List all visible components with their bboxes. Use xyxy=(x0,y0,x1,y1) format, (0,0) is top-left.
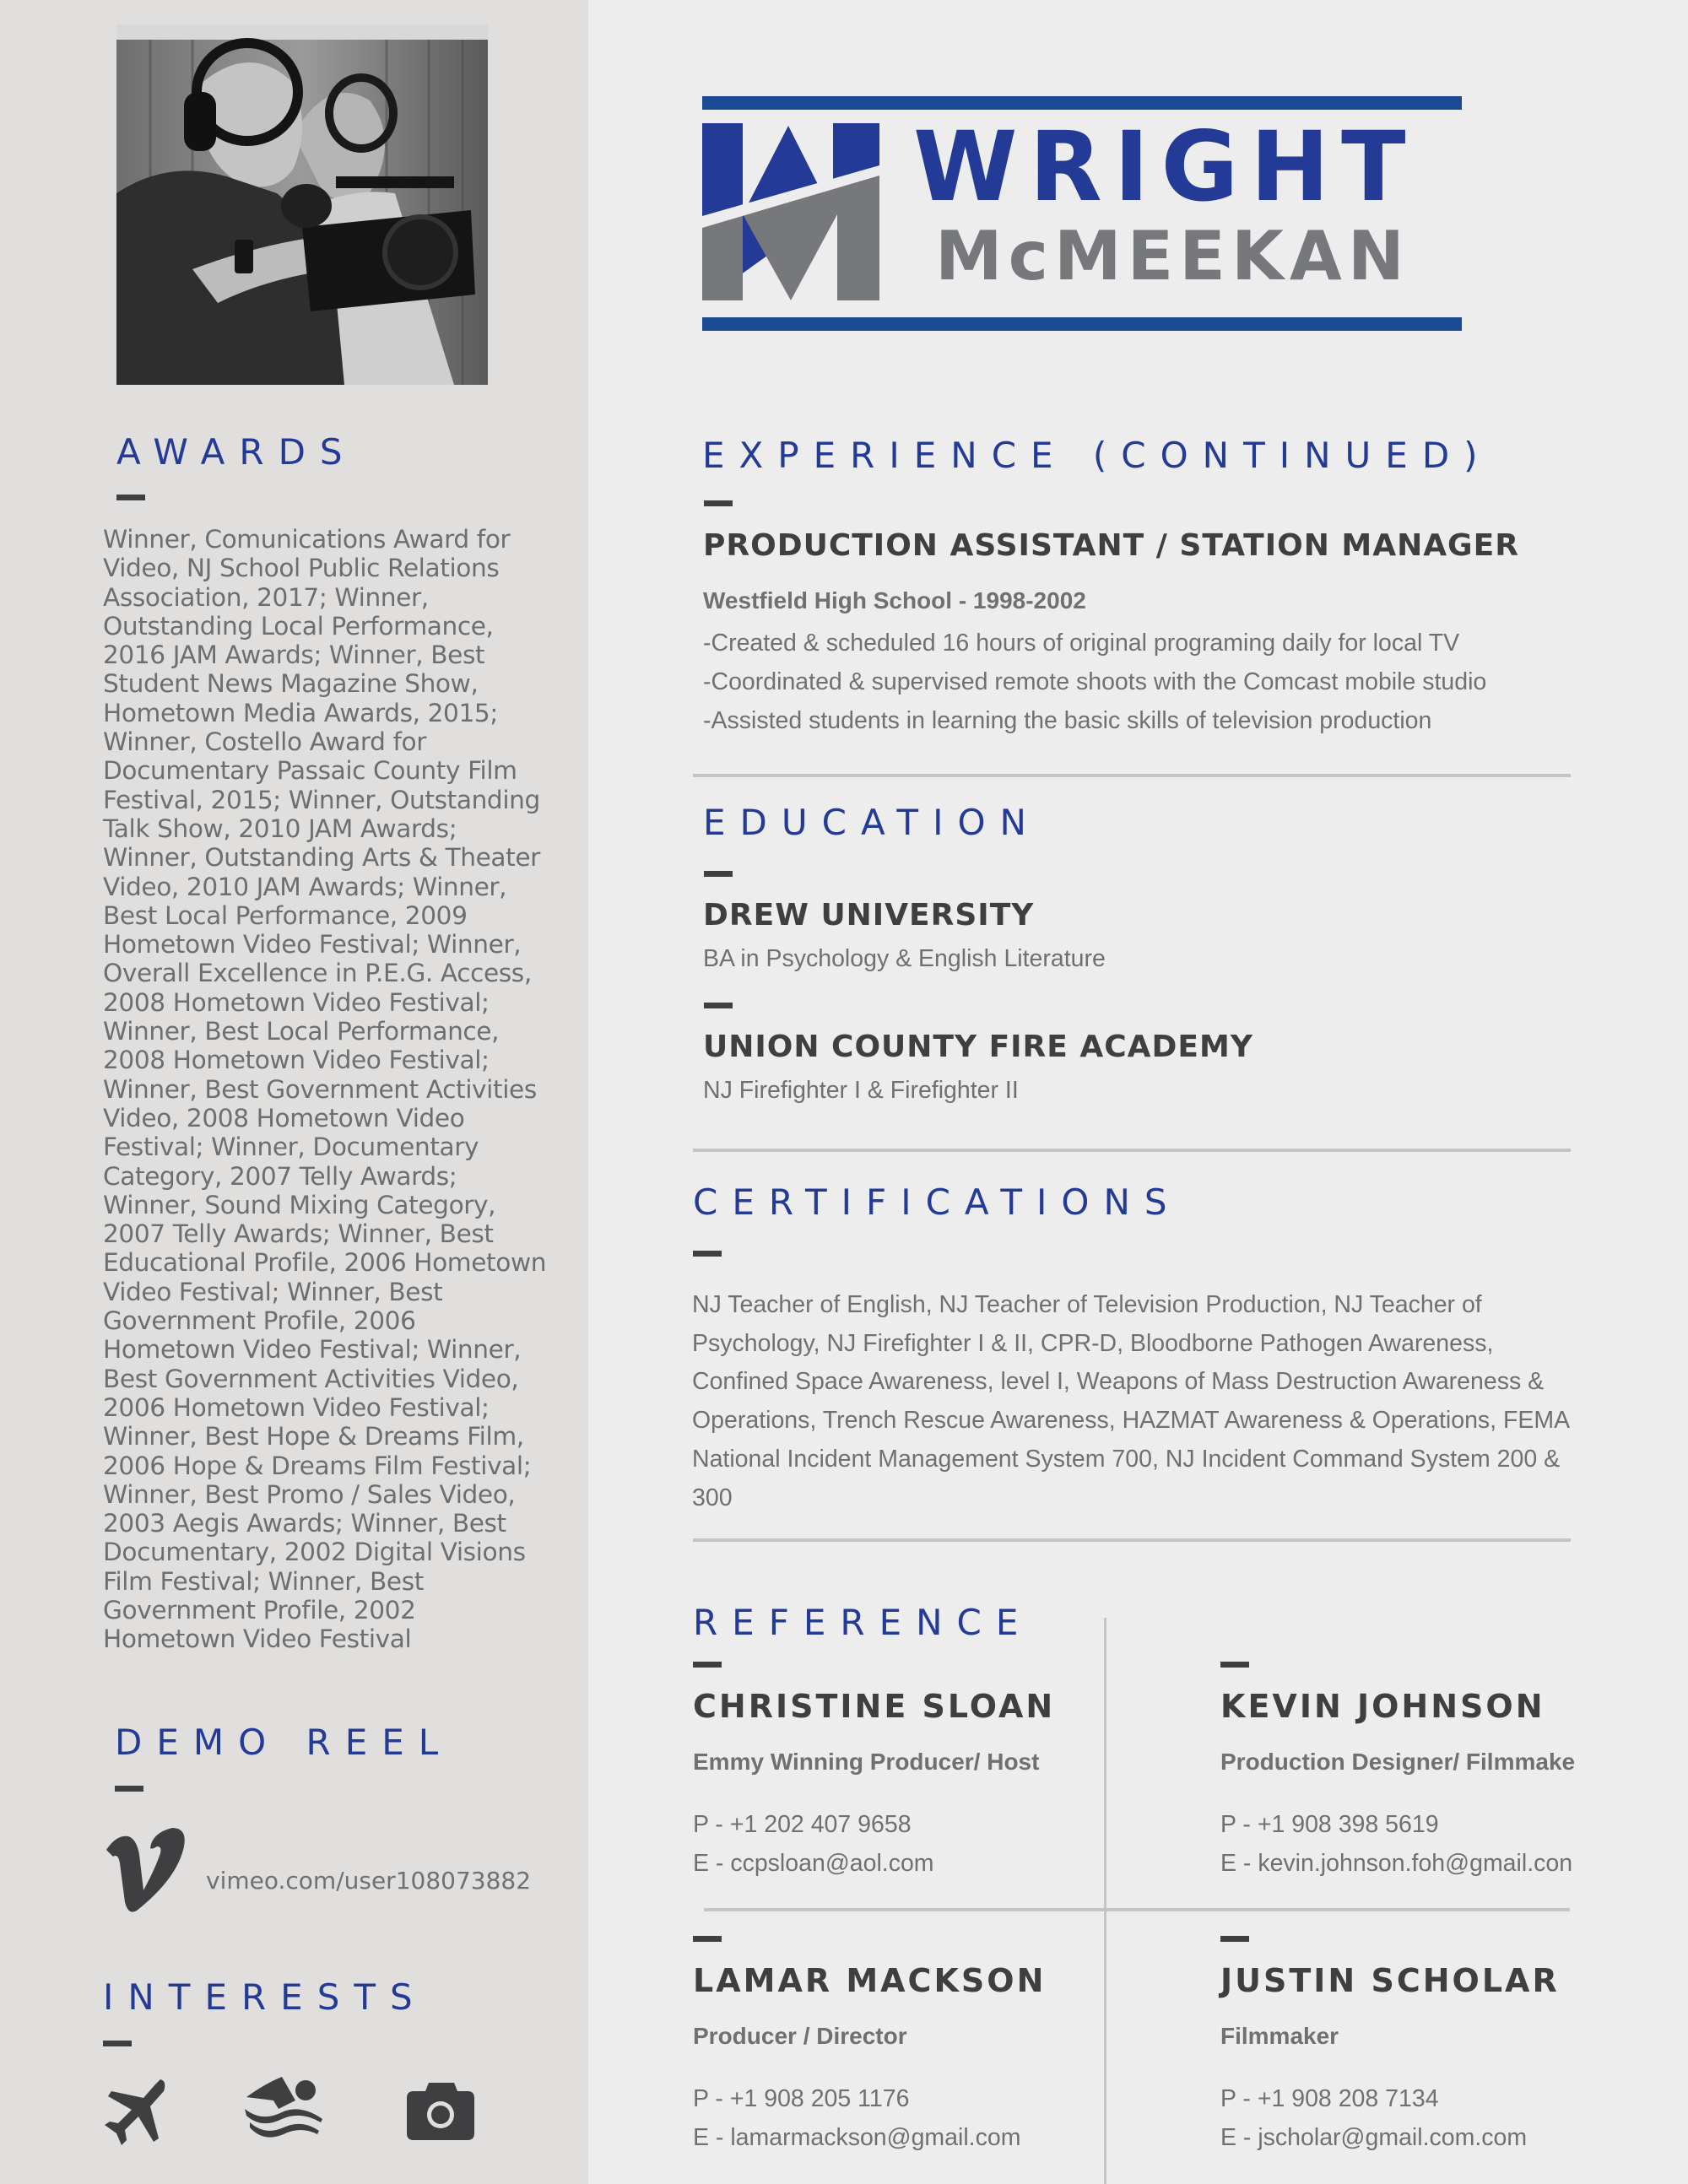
section-divider xyxy=(693,774,1571,777)
awards-title: AWARDS xyxy=(116,431,357,473)
reference-vertical-divider xyxy=(1104,1618,1106,2184)
logo-bottom-bar xyxy=(702,317,1462,331)
camera-icon xyxy=(407,2081,474,2140)
section-divider xyxy=(693,1149,1571,1152)
education-title: EDUCATION xyxy=(703,802,1041,843)
experience-divider-dash xyxy=(704,500,733,506)
reference-phone: P - +1 908 205 1176 xyxy=(693,2085,910,2112)
employer: Westfield High School - 1998-2002 xyxy=(703,587,1086,614)
reference-dash xyxy=(1220,1662,1249,1668)
interests-divider-dash xyxy=(103,2041,132,2046)
profile-photo xyxy=(116,24,488,385)
reference-name: LAMAR MACKSON xyxy=(693,1962,1047,1999)
reference-email[interactable]: E - jscholar@gmail.com.com xyxy=(1220,2124,1528,2151)
logo xyxy=(702,96,1462,331)
profile-photo-illustration xyxy=(116,24,488,385)
logo-wm-monogram xyxy=(702,123,879,300)
experience-title: EXPERIENCE (CONTINUED) xyxy=(702,435,1492,476)
reference-email[interactable]: E - lamarmackson@gmail.com xyxy=(693,2124,1021,2151)
demo-reel-divider-dash xyxy=(115,1786,143,1792)
certifications-text: NJ Teacher of English, NJ Teacher of Television Production, NJ Teacher of Psychology, NJ Firefighter I & II, CPR-D, Bloodborne Pathogen Awareness, Confined Space Awareness, level I, Weapons of Mass Destruction Awareness & Operations, Trench Rescue Awareness, HAZMAT Awareness & Operations, FEMA National Incident Management System 700, NJ Incident Command System 200 & 300 xyxy=(692,1291,1569,1511)
education-detail: BA in Psychology & English Literature xyxy=(703,945,1106,972)
logo-top-bar xyxy=(702,96,1462,110)
sidebar xyxy=(0,0,588,2184)
reference-title: REFERENCE xyxy=(693,1602,1033,1643)
education-divider-dash xyxy=(704,871,733,877)
job-bullet: -Assisted students in learning the basic skills of television production xyxy=(703,707,1432,734)
job-bullet: -Coordinated & supervised remote shoots with the Comcast mobile studio xyxy=(703,668,1487,695)
swimming-icon xyxy=(245,2075,329,2143)
certifications-title: CERTIFICATIONS xyxy=(693,1181,1182,1223)
reference-dash xyxy=(693,1936,722,1942)
job-bullet: -Created & scheduled 16 hours of original programing daily for local TV xyxy=(703,630,1460,657)
reference-name: KEVIN JOHNSON xyxy=(1220,1688,1545,1725)
education-detail: NJ Firefighter I & Firefighter II xyxy=(703,1077,1019,1104)
vimeo-icon[interactable] xyxy=(103,1828,196,1912)
education-divider-dash xyxy=(704,1003,733,1008)
awards-divider-dash xyxy=(116,495,145,500)
education-school: UNION COUNTY FIRE ACADEMY xyxy=(703,1030,1253,1064)
reference-email[interactable]: E - kevin.johnson.foh@gmail.con xyxy=(1220,1850,1573,1877)
reference-role: Filmmaker xyxy=(1220,2023,1339,2049)
awards-text: Winner, Comunications Award for Video, NJ School Public Relations Association, 2017; Winner, Outstanding Local Performance, 2016 JAM Awards; Winner, Best Student News Magazine Show, Hometown Media Awards, 2015; Winner, Costello Award for Documentary Passaic County Film Festival, 2015; Winner, Outstanding Talk Show, 2010 JAM Awards; Winner, Outstanding Arts & Theater Video, 2010 JAM Awards; Winner, Best Local Performance, 2009 Hometown Video Festival; Winner, Overall Excellence in P.E.G. Access, 2008 Hometown Video Festival; Winner, Best Local Performance, 2008 Hometown Video Festival; Winner, Best Government Activities Video, 2008 Hometown Video Festival; Winner, Documentary Category, 2007 Telly Awards; Winner, Sound Mixing Category, 2007 Telly Awards; Winner, Best Educational Profile, 2006 Hometown Video Festival; Winner, Best Government Profile, 2006 Hometown Video Festival; Winner, Best Government Activities Video, 2006 Hometown Video Festival; Winner, Best Hope & Dreams Film, 2006 Hope & Dreams Film Festival; Winner, Best Promo / Sales Video, 2003 Aegis Awards; Winner, Best Documentary, 2002 Digital Visions Film Festival; Winner, Best Government Profile, 2002 Hometown Video Festival xyxy=(103,525,547,1654)
reference-name: CHRISTINE SLOAN xyxy=(693,1688,1056,1725)
logo-mcmeekan-text: McMEEKAN xyxy=(935,217,1410,295)
reference-role: Production Designer/ Filmmake xyxy=(1220,1749,1576,1775)
reference-phone: P - +1 908 398 5619 xyxy=(1220,1811,1439,1838)
education-school: DREW UNIVERSITY xyxy=(703,898,1035,933)
section-divider xyxy=(693,1538,1571,1542)
reference-dash xyxy=(693,1662,722,1668)
reference-dash xyxy=(1220,1936,1249,1942)
reference-role: Producer / Director xyxy=(693,2023,907,2049)
reference-email[interactable]: E - ccpsloan@aol.com xyxy=(693,1850,934,1877)
airplane-icon xyxy=(103,2078,167,2145)
certifications-divider-dash xyxy=(693,1251,722,1257)
reference-horizontal-divider xyxy=(704,1908,1570,1911)
vimeo-link[interactable]: vimeo.com/user108073882 xyxy=(206,1867,532,1895)
demo-reel-title: DEMO REEL xyxy=(115,1722,453,1763)
logo-wright-text: WRIGHT xyxy=(913,111,1418,224)
reference-phone: P - +1 202 407 9658 xyxy=(693,1811,912,1838)
job-title: PRODUCTION ASSISTANT / STATION MANAGER xyxy=(703,528,1519,563)
reference-phone: P - +1 908 208 7134 xyxy=(1220,2085,1439,2112)
reference-role: Emmy Winning Producer/ Host xyxy=(693,1749,1040,1775)
interests-title: INTERESTS xyxy=(103,1976,427,2018)
reference-name: JUSTIN SCHOLAR xyxy=(1220,1962,1560,1999)
